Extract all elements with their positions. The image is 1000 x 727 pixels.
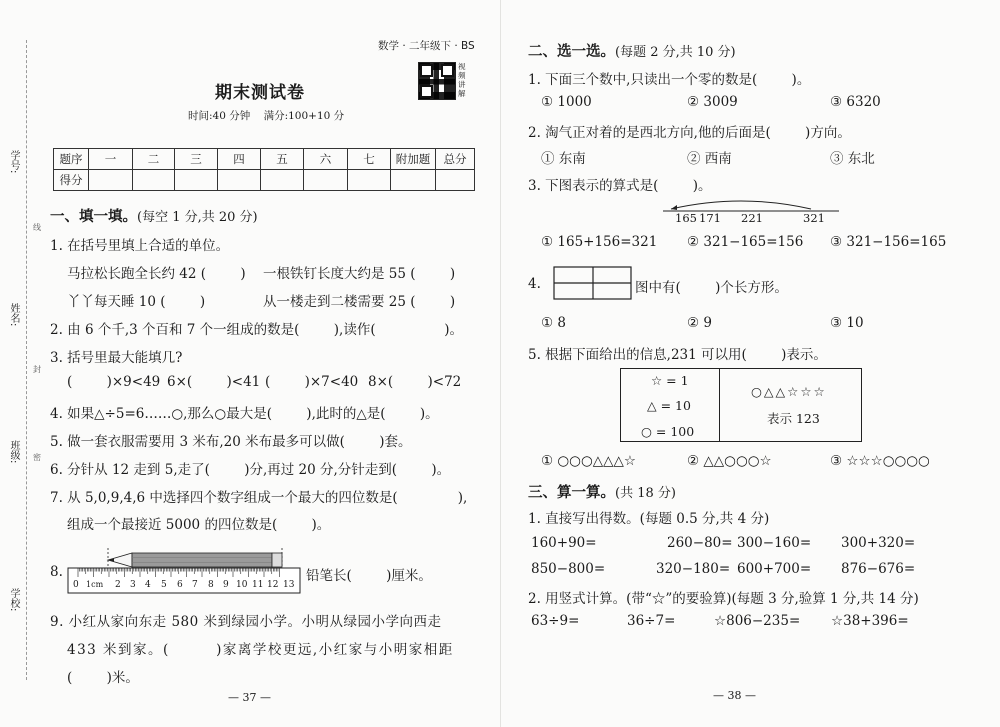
score-input-cell[interactable] xyxy=(348,170,391,191)
ruler-label: 6 xyxy=(177,580,183,590)
choice-option[interactable]: ① 东南 xyxy=(541,151,586,167)
calc-item: 320−180= xyxy=(656,561,731,577)
ruler-labels xyxy=(66,580,302,594)
question-1d: 从一楼走到二楼需要 25 ( ) xyxy=(263,294,456,310)
score-cell: 总分 xyxy=(436,149,475,170)
question-8-text: 铅笔长( )厘米。 xyxy=(306,568,432,584)
question-2: 2. 由 6 个千,3 个百和 7 个一组成的数是( ),读作( )。 xyxy=(50,322,464,338)
side-label-student-id: 学号: xyxy=(8,150,19,174)
score-table-score-row xyxy=(54,170,475,191)
choice-option[interactable]: ③ 10 xyxy=(830,315,864,331)
symbol-key: ○ = 100 xyxy=(641,424,695,439)
right-page xyxy=(500,0,1000,727)
choice-option[interactable]: ① 8 xyxy=(541,315,566,331)
choice-option[interactable]: ① 165+156=321 xyxy=(541,234,658,250)
score-cell: 六 xyxy=(304,149,348,170)
ruler-label: 3 xyxy=(130,580,136,590)
ruler-label: 12 xyxy=(267,580,279,590)
qr-code-icon xyxy=(418,62,456,100)
symbol-meaning: 表示 123 xyxy=(767,411,820,426)
ruler-label: 4 xyxy=(145,580,151,590)
choice-question-4-number: 4. xyxy=(528,276,541,292)
choice-question-3: 3. 下图表示的算式是( )。 xyxy=(528,178,712,194)
calc-item: 600+700= xyxy=(737,561,812,577)
ruler-label: 1cm xyxy=(86,580,104,589)
choice-option[interactable]: ③ 321−156=165 xyxy=(830,234,947,250)
question-5: 5. 做一套衣服需要用 3 米布,20 米布最多可以做( )套。 xyxy=(50,434,412,450)
calc-item: 300+320= xyxy=(841,535,916,551)
score-table xyxy=(53,148,475,191)
binding-dashed-line xyxy=(26,40,27,680)
ruler-label: 10 xyxy=(236,580,248,590)
question-7-line2: 组成一个最接近 5000 的四位数是( )。 xyxy=(67,517,331,533)
score-input-cell[interactable] xyxy=(133,170,175,191)
question-1c: 丫丫每天睡 10 ( ) xyxy=(67,294,206,310)
ruler-label: 8 xyxy=(208,580,214,590)
section-1-heading: 一、填一填。(每空 1 分,共 20 分) xyxy=(50,209,258,225)
question-9-line1: 9. 小红从家向东走 580 米到绿园小学。小明从绿园小学向西走 xyxy=(50,614,442,630)
symbol-key: ☆ = 1 xyxy=(651,373,689,388)
choice-option[interactable]: ② 3009 xyxy=(687,94,738,110)
side-mark-seal: 封 xyxy=(33,365,41,374)
choice-option[interactable]: ② 西南 xyxy=(687,151,732,167)
question-1: 1. 在括号里填上合适的单位。 xyxy=(50,238,230,254)
choice-option[interactable]: ③ 东北 xyxy=(830,151,875,167)
score-input-cell[interactable] xyxy=(304,170,348,191)
score-input-cell[interactable] xyxy=(89,170,133,191)
pencil-icon xyxy=(108,553,282,567)
calc-item: 63÷9= xyxy=(531,613,580,629)
question-9-line2: 433 米到家。( )家离学校更远,小红家与小明家相距 xyxy=(67,642,454,658)
section-2-heading: 二、选一选。(每题 2 分,共 10 分) xyxy=(528,44,736,60)
qr-label: 视频讲解 xyxy=(458,62,466,98)
calc-item: ☆38+396= xyxy=(831,613,909,629)
question-1b: 一根铁钉长度大约是 55 ( ) xyxy=(263,266,456,282)
ruler-label: 2 xyxy=(115,580,121,590)
side-label-class: 班级: xyxy=(8,440,19,464)
question-3d: 8×( )<72 xyxy=(368,374,462,390)
calc-item: 160+90= xyxy=(531,535,597,551)
score-cell: 题序 xyxy=(54,149,89,170)
number-line-label: 165 xyxy=(675,211,697,225)
calc-item: ☆806−235= xyxy=(714,613,801,629)
ruler-label: 5 xyxy=(161,580,167,590)
score-cell: 四 xyxy=(218,149,261,170)
subject-label: 数学 · 二年级下 · BS xyxy=(378,40,475,52)
ruler-label: 7 xyxy=(192,580,198,590)
choice-option[interactable]: ③ ☆☆☆○○○○ xyxy=(830,453,930,469)
side-label-name: 姓名: xyxy=(8,303,19,327)
ruler-label: 13 xyxy=(283,580,295,590)
score-input-cell[interactable] xyxy=(261,170,304,191)
calc-question-1: 1. 直接写出得数。(每题 0.5 分,共 4 分) xyxy=(528,511,770,527)
score-table-header-row xyxy=(54,149,475,170)
question-9-line3: ( )米。 xyxy=(67,670,139,686)
question-3a: ( )×9<49 xyxy=(67,374,161,390)
question-3c: ( )×7<40 xyxy=(265,374,359,390)
number-line-label: 321 xyxy=(803,211,825,225)
score-row-label: 得分 xyxy=(54,170,89,191)
calc-item: 36÷7= xyxy=(627,613,676,629)
choice-option[interactable]: ① ○○○△△△☆ xyxy=(541,453,636,469)
score-input-cell[interactable] xyxy=(218,170,261,191)
calc-item: 876−676= xyxy=(841,561,916,577)
choice-option[interactable]: ② 321−165=156 xyxy=(687,234,804,250)
calc-item: 300−160= xyxy=(737,535,812,551)
side-mark-line: 线 xyxy=(33,223,41,232)
score-input-cell[interactable] xyxy=(175,170,218,191)
score-input-cell[interactable] xyxy=(436,170,475,191)
question-6: 6. 分针从 12 走到 5,走了( )分,再过 20 分,分针走到( )。 xyxy=(50,462,451,478)
page-number: — 37 — xyxy=(228,691,271,704)
choice-option[interactable]: ② 9 xyxy=(687,315,712,331)
question-3: 3. 括号里最大能填几? xyxy=(50,350,183,366)
choice-question-4-text: 图中有( )个长方形。 xyxy=(635,280,788,296)
exam-info: 时间:40 分钟 满分:100+10 分 xyxy=(188,110,345,122)
score-cell: 七 xyxy=(348,149,391,170)
score-cell: 附加题 xyxy=(391,149,436,170)
ruler-label: 0 xyxy=(73,580,79,590)
score-input-cell[interactable] xyxy=(391,170,436,191)
side-label-school: 学校: xyxy=(8,588,19,612)
choice-option[interactable]: ② △△○○○☆ xyxy=(687,453,772,469)
choice-question-5: 5. 根据下面给出的信息,231 可以用( )表示。 xyxy=(528,347,827,363)
question-4: 4. 如果△÷5=6……○,那么○最大是( ),此时的△是( )。 xyxy=(50,406,439,422)
choice-option[interactable]: ③ 6320 xyxy=(830,94,881,110)
calc-item: 260−80= xyxy=(667,535,733,551)
score-cell: 三 xyxy=(175,149,218,170)
calc-item: 850−800= xyxy=(531,561,606,577)
rectangles-figure xyxy=(553,266,633,300)
ruler-label: 11 xyxy=(252,580,264,590)
page-number: — 38 — xyxy=(713,689,756,702)
symbol-sequence: ○△△☆☆☆ xyxy=(751,384,827,399)
question-1a: 马拉松长跑全长约 42 ( ) xyxy=(67,266,246,282)
calc-question-2: 2. 用竖式计算。(带“☆”的要验算)(每题 3 分,验算 1 分,共 14 分) xyxy=(528,591,919,607)
question-8-number: 8. xyxy=(50,564,63,580)
choice-question-2: 2. 淘气正对着的是西北方向,他的后面是( )方向。 xyxy=(528,125,851,141)
choice-question-1: 1. 下面三个数中,只读出一个零的数是( )。 xyxy=(528,72,811,88)
side-mark-secret: 密 xyxy=(33,453,41,462)
symbol-key: △ = 10 xyxy=(647,398,691,413)
symbol-key-box xyxy=(620,368,862,442)
number-line-label: 171 xyxy=(699,211,721,225)
number-line-label: 221 xyxy=(741,211,763,225)
question-7-line1: 7. 从 5,0,9,4,6 中选择四个数字组成一个最大的四位数是( ), xyxy=(50,490,468,506)
section-3-heading: 三、算一算。(共 18 分) xyxy=(528,485,676,501)
score-cell: 五 xyxy=(261,149,304,170)
score-cell: 二 xyxy=(133,149,175,170)
ruler-label: 9 xyxy=(223,580,229,590)
score-cell: 一 xyxy=(89,149,133,170)
page-title: 期末测试卷 xyxy=(215,83,305,103)
choice-option[interactable]: ① 1000 xyxy=(541,94,592,110)
question-3b: 6×( )<41 xyxy=(167,374,261,390)
